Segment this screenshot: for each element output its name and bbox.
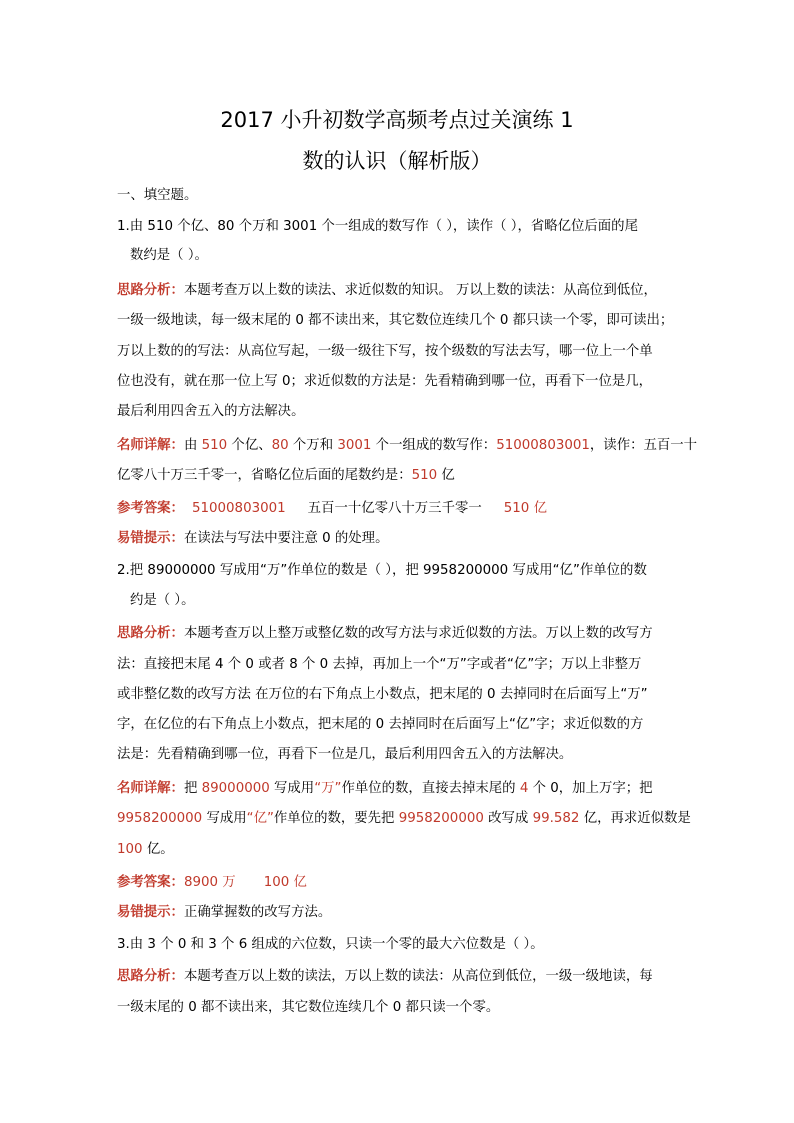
q2-detail-line-2: 9958200000 写成用“亿”作单位的数，要先把 9958200000 改写成 99.582 亿，再求近似数是: [117, 811, 691, 826]
q1-tip-line: 易错提示：在读法与写法中要注意 0 的处理。: [117, 531, 389, 546]
q2-analysis-line-2: 法：直接把末尾 4 个 0 或者 8 个 0 去掉，再加上一个“万”字或者“亿”字；万以上非整万: [117, 657, 642, 672]
q2-answer-label: 参考答案：: [117, 875, 184, 890]
q3-analysis-line-2: 一级末尾的 0 都不读出来，其它数位连续几个 0 都只读一个零。: [117, 1000, 500, 1015]
q1-answer-line: [117, 499, 685, 519]
q1-analysis-label: 思路分析：: [117, 283, 184, 298]
q1-detail-line-1: 名师详解：由 510 个亿、80 个万和 3001 个一组成的数写作：51000803001，读作：五百一十: [117, 438, 698, 453]
q3-analysis-line-1: 思路分析：本题考查万以上数的读法，万以上数的读法：从高位到低位，一级一级地读，每: [117, 969, 653, 984]
document-subtitle: 数的认识（解析版）: [302, 149, 492, 173]
question-2-line-1: 2.把 89000000 写成用“万”作单位的数是（ ），把 9958200000 写成用“亿”作单位的数: [117, 563, 647, 578]
q1-analysis-line-2: 一级一级地读，每一级末尾的 0 都不读出来，其它数位连续几个 0 都只读一个零，即可读出；: [117, 313, 674, 328]
q2-analysis-line-4: 字，在亿位的右下角点上小数点，把末尾的 0 去掉同时在后面写上“亿”字；求近似数的方: [117, 717, 644, 732]
q1-analysis-line-5: 最后利用四舍五入的方法解决。: [117, 404, 305, 419]
document-title: 2017 小升初数学高频考点过关演练 1: [220, 108, 574, 132]
question-3-line-1: 3.由 3 个 0 和 3 个 6 组成的六位数，只读一个零的最大六位数是（ ）。: [117, 937, 544, 952]
q2-tip-label: 易错提示：: [117, 905, 184, 920]
q2-analysis-line-1: 思路分析：本题考查万以上整万或整亿数的改写方法与求近似数的方法。万以上数的改写方: [117, 626, 653, 641]
q2-detail-line-3: 100 亿。: [117, 842, 174, 857]
q2-tip-line: 易错提示：正确掌握数的改写方法。: [117, 905, 332, 920]
q2-detail-line-1: 名师详解：把 89000000 写成用“万”作单位的数，直接去掉末尾的 4 个 0，加上万字；把: [117, 781, 653, 796]
q1-analysis-line-1: 思路分析：本题考查万以上数的读法、求近似数的知识。 万以上数的读法：从高位到低位，: [117, 283, 657, 298]
q2-analysis-line-3: 或非整亿数的改写方法 在万位的右下角点上小数点，把末尾的 0 去掉同时在后面写上“万”: [117, 687, 648, 702]
question-1-line-2: 数约是（ ）。: [130, 248, 208, 263]
question-2-line-2: 约是（ ）。: [130, 593, 195, 608]
q2-answer-2: 100 亿: [263, 875, 307, 890]
q1-analysis-line-4: 位也没有，就在那一位上写 0；求近似数的方法是：先看精确到哪一位，再看下一位是几，: [117, 374, 653, 389]
q1-answer-2: 五百一十亿零八十万三千零一: [307, 501, 482, 516]
section-heading: 一、填空题。: [117, 188, 198, 203]
q1-answer-3: 510 亿: [503, 501, 547, 516]
q2-answer-line: [117, 873, 685, 893]
q1-analysis-line-3: 万以上数的的写法：从高位写起，一级一级往下写，按个级数的写法去写，哪一位上一个单: [117, 344, 653, 359]
question-1-line-1: 1.由 510 个亿、80 个万和 3001 个一组成的数写作（ ），读作（ ），省略亿位后面的尾: [117, 219, 638, 234]
q1-tip-label: 易错提示：: [117, 531, 184, 546]
q2-answer-1: 8900 万: [183, 875, 236, 890]
q3-analysis-label: 思路分析：: [117, 969, 184, 984]
q1-detail-label: 名师详解：: [117, 438, 184, 453]
q1-detail-line-2: 亿零八十万三千零一，省略亿位后面的尾数约是：510 亿: [117, 468, 455, 483]
q1-answer-1: 51000803001: [191, 501, 286, 516]
q1-answer-label: 参考答案：: [117, 501, 184, 516]
q2-analysis-line-5: 法是：先看精确到哪一位，再看下一位是几，最后利用四舍五入的方法解决。: [117, 747, 573, 762]
q2-analysis-label: 思路分析：: [117, 626, 184, 641]
q2-detail-label: 名师详解：: [117, 781, 184, 796]
